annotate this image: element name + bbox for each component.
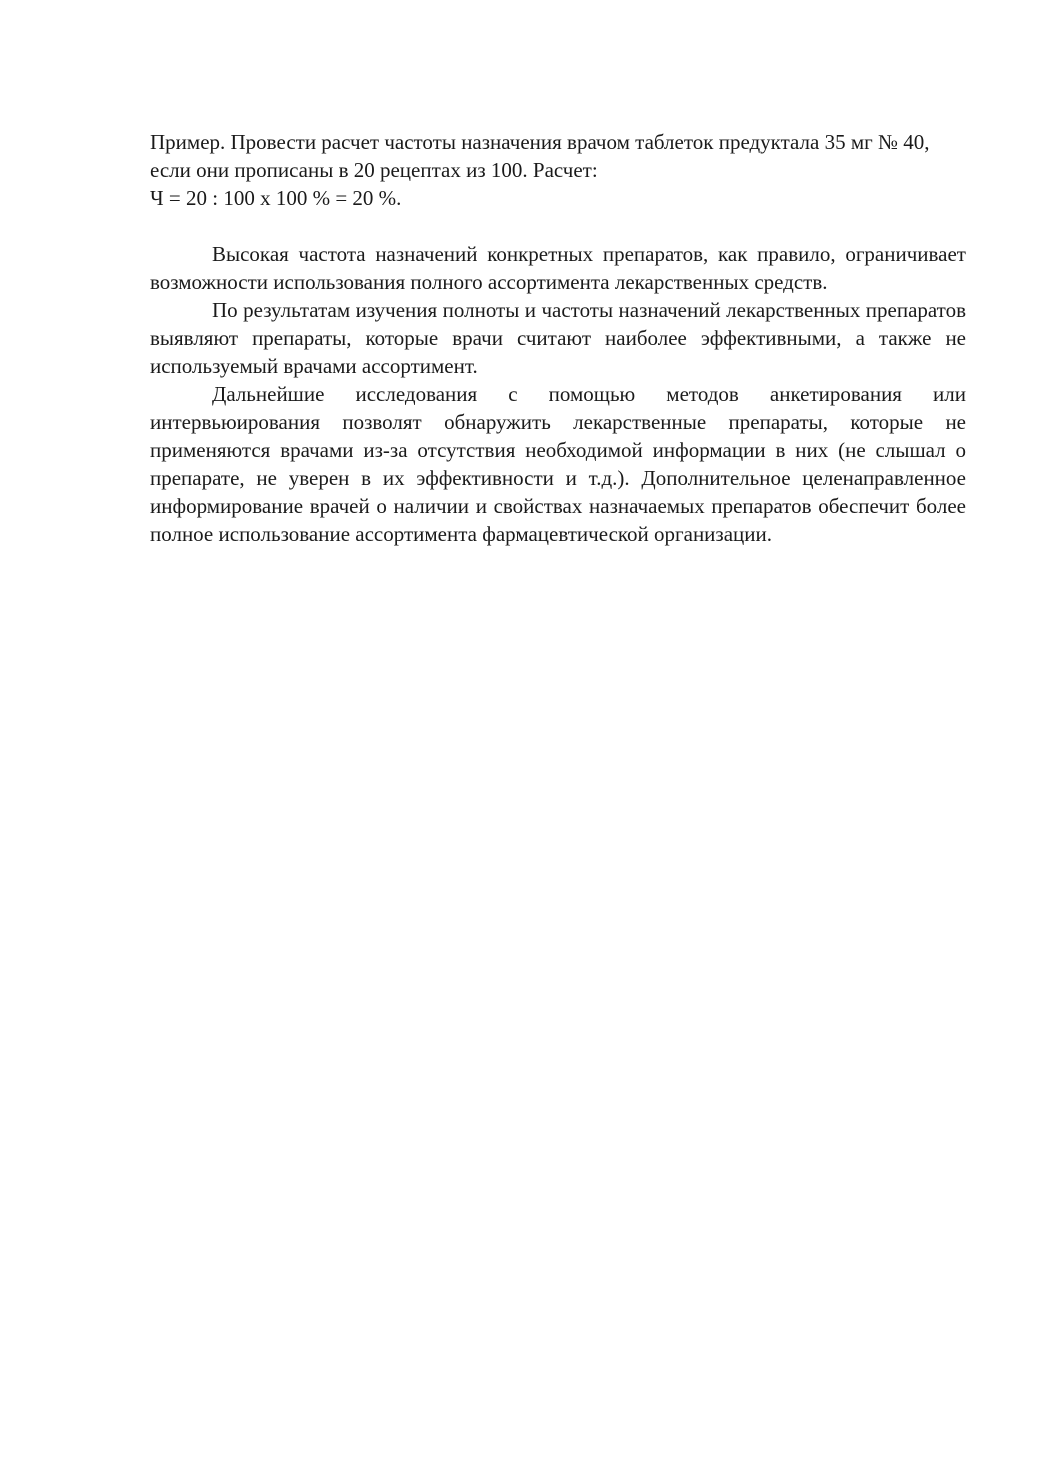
formula-text: Ч = 20 : 100 х 100 % = 20 %.	[150, 186, 402, 210]
paragraph-further-research: Дальнейшие исследования с помощью методов анкетирования или интервьюирования позволят обнаружить лекарственные препараты, которые не применяются врачами из-за отсутствия необходимой информации в них (не слышал о препарате, не уверен в их эффективности и т.д.). Дополнительное целенаправленное информирование врачей о наличии и свойствах назначаемых препаратов обеспечит более полное использование ассортимента фармацевтической организации.	[150, 382, 966, 546]
paragraph-high-frequency: Высокая частота назначений конкретных препаратов, как правило, ограничивает возможности использования полного ассортимента лекарственных средств.	[150, 242, 966, 294]
example-text: Пример. Провести расчет частоты назначения врачом таблеток предуктала 35 мг № 40, если они прописаны в 20 рецептах из 100. Расчет:	[150, 130, 930, 182]
document-body	[150, 128, 966, 548]
paragraph-study-results: По результатам изучения полноты и частоты назначений лекарственных препаратов выявляют препараты, которые врачи считают наиболее эффективными, а также не используемый врачами ассортимент.	[150, 298, 966, 378]
